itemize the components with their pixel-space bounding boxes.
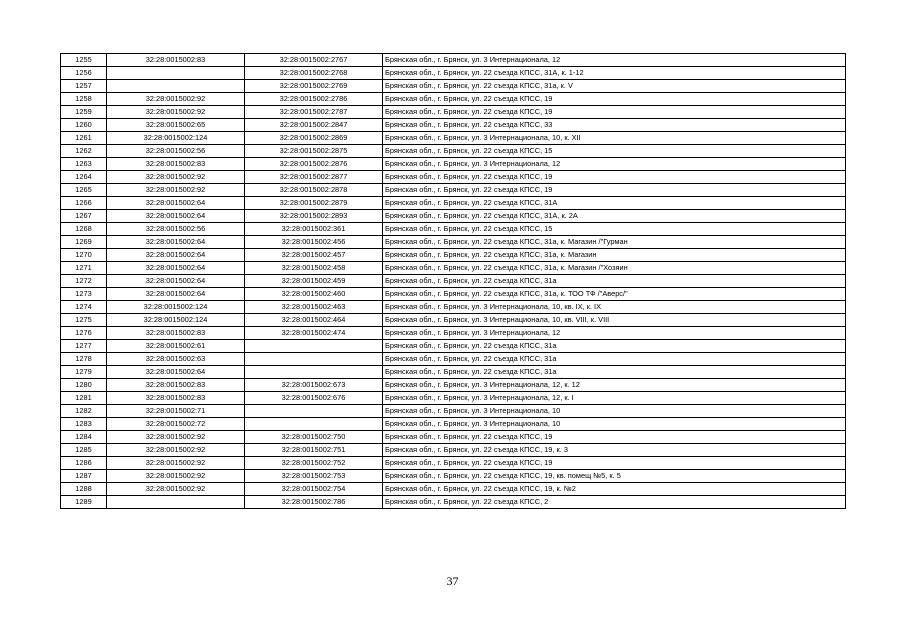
row-number-cell: 1286 [61, 457, 107, 470]
address-cell: Брянская обл., г. Брянск, ул. 3 Интернационала, 10, кв. IX, к. IX [383, 301, 846, 314]
object-cadastral-number-cell: 32:28:0015002:2767 [245, 54, 383, 67]
address-cell: Брянская обл., г. Брянск, ул. 3 Интернационала, 12 [383, 54, 846, 67]
table-row [61, 184, 846, 197]
row-number-cell: 1268 [61, 223, 107, 236]
object-cadastral-number-cell: 32:28:0015002:474 [245, 327, 383, 340]
land-cadastral-number-cell: 32:28:0015002:83 [107, 379, 245, 392]
table-row [61, 236, 846, 249]
object-cadastral-number-cell: 32:28:0015002:464 [245, 314, 383, 327]
address-cell: Брянская обл., г. Брянск, ул. 22 съезда КПСС, 31а, к. ТОО ТФ /"Аверс/" [383, 288, 846, 301]
object-cadastral-number-cell: 32:28:0015002:754 [245, 483, 383, 496]
table-row [61, 249, 846, 262]
address-cell: Брянская обл., г. Брянск, ул. 3 Интернационала, 12, к. 12 [383, 379, 846, 392]
table-row [61, 223, 846, 236]
row-number-cell: 1269 [61, 236, 107, 249]
object-cadastral-number-cell [245, 353, 383, 366]
row-number-cell: 1279 [61, 366, 107, 379]
row-number-cell: 1256 [61, 67, 107, 80]
land-cadastral-number-cell: 32:28:0015002:124 [107, 132, 245, 145]
object-cadastral-number-cell: 32:28:0015002:457 [245, 249, 383, 262]
table-row [61, 262, 846, 275]
land-cadastral-number-cell: 32:28:0015002:92 [107, 93, 245, 106]
table-row [61, 119, 846, 132]
table-row [61, 314, 846, 327]
object-cadastral-number-cell: 32:28:0015002:2869 [245, 132, 383, 145]
table-row [61, 366, 846, 379]
row-number-cell: 1287 [61, 470, 107, 483]
land-cadastral-number-cell: 32:28:0015002:83 [107, 392, 245, 405]
row-number-cell: 1259 [61, 106, 107, 119]
land-cadastral-number-cell: 32:28:0015002:83 [107, 158, 245, 171]
row-number-cell: 1280 [61, 379, 107, 392]
table-row [61, 197, 846, 210]
land-cadastral-number-cell: 32:28:0015002:92 [107, 444, 245, 457]
address-cell: Брянская обл., г. Брянск, ул. 22 съезда КПСС, 15 [383, 223, 846, 236]
row-number-cell: 1283 [61, 418, 107, 431]
page-number: 37 [446, 574, 459, 588]
row-number-cell: 1255 [61, 54, 107, 67]
table-row [61, 80, 846, 93]
row-number-cell: 1284 [61, 431, 107, 444]
land-cadastral-number-cell: 32:28:0015002:64 [107, 288, 245, 301]
address-cell: Брянская обл., г. Брянск, ул. 3 Интернационала, 12 [383, 327, 846, 340]
address-cell: Брянская обл., г. Брянск, ул. 22 съезда КПСС, 19 [383, 184, 846, 197]
object-cadastral-number-cell: 32:28:0015002:463 [245, 301, 383, 314]
object-cadastral-number-cell: 32:28:0015002:753 [245, 470, 383, 483]
row-number-cell: 1278 [61, 353, 107, 366]
land-cadastral-number-cell: 32:28:0015002:64 [107, 262, 245, 275]
land-cadastral-number-cell [107, 80, 245, 93]
object-cadastral-number-cell: 32:28:0015002:2878 [245, 184, 383, 197]
table-row [61, 301, 846, 314]
table-row [61, 54, 846, 67]
address-cell: Брянская обл., г. Брянск, ул. 22 съезда КПСС, 15 [383, 145, 846, 158]
object-cadastral-number-cell: 32:28:0015002:752 [245, 457, 383, 470]
row-number-cell: 1267 [61, 210, 107, 223]
address-cell: Брянская обл., г. Брянск, ул. 3 Интернационала, 12, к. I [383, 392, 846, 405]
address-cell: Брянская обл., г. Брянск, ул. 22 съезда КПСС, 31а, к. Магазин /"Гурман [383, 236, 846, 249]
row-number-cell: 1263 [61, 158, 107, 171]
table-row [61, 327, 846, 340]
object-cadastral-number-cell: 32:28:0015002:2877 [245, 171, 383, 184]
object-cadastral-number-cell: 32:28:0015002:2876 [245, 158, 383, 171]
address-cell: Брянская обл., г. Брянск, ул. 3 Интернационала, 10 [383, 405, 846, 418]
table-row [61, 145, 846, 158]
address-cell: Брянская обл., г. Брянск, ул. 22 съезда КПСС, 19 [383, 93, 846, 106]
row-number-cell: 1272 [61, 275, 107, 288]
row-number-cell: 1260 [61, 119, 107, 132]
object-cadastral-number-cell: 32:28:0015002:460 [245, 288, 383, 301]
land-cadastral-number-cell: 32:28:0015002:65 [107, 119, 245, 132]
table-body [61, 54, 846, 509]
table-row [61, 93, 846, 106]
table-row [61, 210, 846, 223]
land-cadastral-number-cell: 32:28:0015002:92 [107, 184, 245, 197]
land-cadastral-number-cell: 32:28:0015002:64 [107, 236, 245, 249]
row-number-cell: 1264 [61, 171, 107, 184]
row-number-cell: 1265 [61, 184, 107, 197]
land-cadastral-number-cell: 32:28:0015002:92 [107, 483, 245, 496]
address-cell: Брянская обл., г. Брянск, ул. 22 съезда КПСС, 31а, к. Магазин [383, 249, 846, 262]
table-row [61, 353, 846, 366]
land-cadastral-number-cell: 32:28:0015002:92 [107, 431, 245, 444]
table-row [61, 418, 846, 431]
address-cell: Брянская обл., г. Брянск, ул. 3 Интернационала, 12 [383, 158, 846, 171]
table-row [61, 67, 846, 80]
address-cell: Брянская обл., г. Брянск, ул. 22 съезда КПСС, 31А, к. 2А [383, 210, 846, 223]
address-cell: Брянская обл., г. Брянск, ул. 22 съезда КПСС, 31а [383, 366, 846, 379]
row-number-cell: 1271 [61, 262, 107, 275]
address-cell: Брянская обл., г. Брянск, ул. 22 съезда КПСС, 19 [383, 457, 846, 470]
land-cadastral-number-cell [107, 67, 245, 80]
object-cadastral-number-cell: 32:28:0015002:2875 [245, 145, 383, 158]
land-cadastral-number-cell: 32:28:0015002:61 [107, 340, 245, 353]
row-number-cell: 1289 [61, 496, 107, 509]
object-cadastral-number-cell: 32:28:0015002:750 [245, 431, 383, 444]
row-number-cell: 1261 [61, 132, 107, 145]
object-cadastral-number-cell: 32:28:0015002:458 [245, 262, 383, 275]
land-cadastral-number-cell: 32:28:0015002:56 [107, 223, 245, 236]
land-cadastral-number-cell: 32:28:0015002:92 [107, 171, 245, 184]
address-cell: Брянская обл., г. Брянск, ул. 22 съезда КПСС, 31А, к. 1-12 [383, 67, 846, 80]
table-row [61, 457, 846, 470]
table-row [61, 483, 846, 496]
address-cell: Брянская обл., г. Брянск, ул. 22 съезда КПСС, 31а [383, 353, 846, 366]
table-row [61, 106, 846, 119]
address-cell: Брянская обл., г. Брянск, ул. 3 Интернационала, 10, к. XII [383, 132, 846, 145]
address-cell: Брянская обл., г. Брянск, ул. 3 Интернационала, 10 [383, 418, 846, 431]
land-cadastral-number-cell: 32:28:0015002:72 [107, 418, 245, 431]
land-cadastral-number-cell: 32:28:0015002:64 [107, 366, 245, 379]
address-cell: Брянская обл., г. Брянск, ул. 22 съезда КПСС, 31а, к. Магазин /"Хозяин [383, 262, 846, 275]
address-cell: Брянская обл., г. Брянск, ул. 22 съезда КПСС, 19 [383, 171, 846, 184]
row-number-cell: 1277 [61, 340, 107, 353]
table-row [61, 158, 846, 171]
address-cell: Брянская обл., г. Брянск, ул. 22 съезда КПСС, 19, к. №2 [383, 483, 846, 496]
row-number-cell: 1273 [61, 288, 107, 301]
row-number-cell: 1275 [61, 314, 107, 327]
land-cadastral-number-cell: 32:28:0015002:56 [107, 145, 245, 158]
address-cell: Брянская обл., г. Брянск, ул. 22 съезда КПСС, 33 [383, 119, 846, 132]
row-number-cell: 1262 [61, 145, 107, 158]
land-cadastral-number-cell [107, 496, 245, 509]
land-cadastral-number-cell: 32:28:0015002:63 [107, 353, 245, 366]
address-cell: Брянская обл., г. Брянск, ул. 22 съезда КПСС, 19, кв. помещ №5, к. 5 [383, 470, 846, 483]
address-cell: Брянская обл., г. Брянск, ул. 22 съезда КПСС, 31а [383, 340, 846, 353]
land-cadastral-number-cell: 32:28:0015002:124 [107, 314, 245, 327]
table-row [61, 431, 846, 444]
land-cadastral-number-cell: 32:28:0015002:83 [107, 327, 245, 340]
object-cadastral-number-cell: 32:28:0015002:2847 [245, 119, 383, 132]
land-cadastral-number-cell: 32:28:0015002:92 [107, 457, 245, 470]
row-number-cell: 1274 [61, 301, 107, 314]
object-cadastral-number-cell: 32:28:0015002:459 [245, 275, 383, 288]
land-cadastral-number-cell: 32:28:0015002:64 [107, 210, 245, 223]
table-row [61, 288, 846, 301]
table-row [61, 444, 846, 457]
object-cadastral-number-cell: 32:28:0015002:456 [245, 236, 383, 249]
table-row [61, 275, 846, 288]
land-cadastral-number-cell: 32:28:0015002:124 [107, 301, 245, 314]
object-cadastral-number-cell: 32:28:0015002:676 [245, 392, 383, 405]
address-cell: Брянская обл., г. Брянск, ул. 22 съезда КПСС, 19, к. 3 [383, 444, 846, 457]
cadastral-registry-table [60, 53, 846, 509]
land-cadastral-number-cell: 32:28:0015002:64 [107, 197, 245, 210]
address-cell: Брянская обл., г. Брянск, ул. 22 съезда КПСС, 31а [383, 275, 846, 288]
address-cell: Брянская обл., г. Брянск, ул. 3 Интернационала, 10, кв. VIII, к. VIII [383, 314, 846, 327]
land-cadastral-number-cell: 32:28:0015002:71 [107, 405, 245, 418]
row-number-cell: 1281 [61, 392, 107, 405]
address-cell: Брянская обл., г. Брянск, ул. 22 съезда КПСС, 31а, к. V [383, 80, 846, 93]
object-cadastral-number-cell [245, 366, 383, 379]
row-number-cell: 1282 [61, 405, 107, 418]
row-number-cell: 1257 [61, 80, 107, 93]
row-number-cell: 1288 [61, 483, 107, 496]
land-cadastral-number-cell: 32:28:0015002:64 [107, 275, 245, 288]
table-row [61, 405, 846, 418]
table-row [61, 392, 846, 405]
table-row [61, 496, 846, 509]
land-cadastral-number-cell: 32:28:0015002:92 [107, 470, 245, 483]
land-cadastral-number-cell: 32:28:0015002:92 [107, 106, 245, 119]
address-cell: Брянская обл., г. Брянск, ул. 22 съезда КПСС, 19 [383, 106, 846, 119]
object-cadastral-number-cell: 32:28:0015002:2787 [245, 106, 383, 119]
row-number-cell: 1258 [61, 93, 107, 106]
address-cell: Брянская обл., г. Брянск, ул. 22 съезда КПСС, 2 [383, 496, 846, 509]
object-cadastral-number-cell [245, 418, 383, 431]
table-row [61, 132, 846, 145]
address-cell: Брянская обл., г. Брянск, ул. 22 съезда КПСС, 31А [383, 197, 846, 210]
row-number-cell: 1266 [61, 197, 107, 210]
address-cell: Брянская обл., г. Брянск, ул. 22 съезда КПСС, 19 [383, 431, 846, 444]
table-row [61, 340, 846, 353]
table-row [61, 470, 846, 483]
object-cadastral-number-cell [245, 405, 383, 418]
object-cadastral-number-cell: 32:28:0015002:673 [245, 379, 383, 392]
land-cadastral-number-cell: 32:28:0015002:83 [107, 54, 245, 67]
object-cadastral-number-cell: 32:28:0015002:361 [245, 223, 383, 236]
object-cadastral-number-cell: 32:28:0015002:2769 [245, 80, 383, 93]
object-cadastral-number-cell [245, 340, 383, 353]
table-row [61, 171, 846, 184]
object-cadastral-number-cell: 32:28:0015002:2879 [245, 197, 383, 210]
land-cadastral-number-cell: 32:28:0015002:64 [107, 249, 245, 262]
object-cadastral-number-cell: 32:28:0015002:2768 [245, 67, 383, 80]
object-cadastral-number-cell: 32:28:0015002:2893 [245, 210, 383, 223]
table-row [61, 379, 846, 392]
object-cadastral-number-cell: 32:28:0015002:2786 [245, 93, 383, 106]
row-number-cell: 1270 [61, 249, 107, 262]
object-cadastral-number-cell: 32:28:0015002:786 [245, 496, 383, 509]
row-number-cell: 1276 [61, 327, 107, 340]
row-number-cell: 1285 [61, 444, 107, 457]
object-cadastral-number-cell: 32:28:0015002:751 [245, 444, 383, 457]
